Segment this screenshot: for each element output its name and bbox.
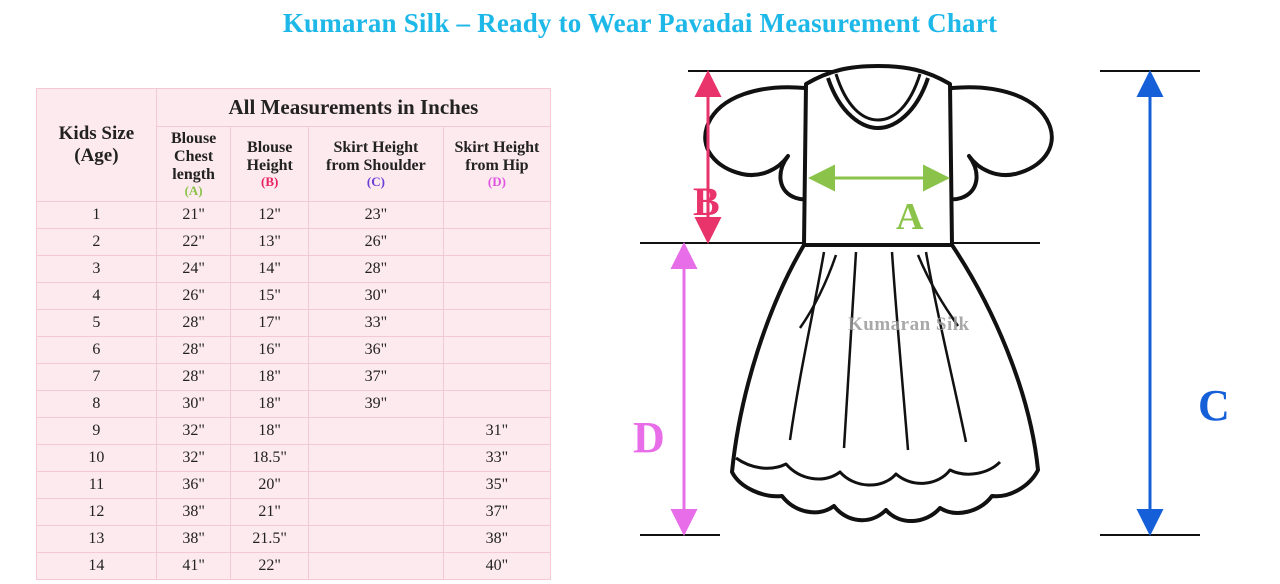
cell-age: 9 <box>37 418 157 445</box>
header-col-d <box>443 127 550 202</box>
cell-skirt-hip <box>443 337 550 364</box>
dress-illustration <box>600 40 1260 560</box>
table-row <box>37 418 551 445</box>
table-row <box>37 553 551 580</box>
cell-skirt-shoulder: 39" <box>308 391 443 418</box>
measurement-table <box>36 88 551 580</box>
header-col-b-code: (B) <box>261 173 279 189</box>
cell-blouse-height: 18" <box>231 364 309 391</box>
cell-blouse-height: 16" <box>231 337 309 364</box>
cell-skirt-shoulder: 37" <box>308 364 443 391</box>
table-row <box>37 499 551 526</box>
header-col-a-line2: Chest <box>174 147 214 165</box>
header-col-b <box>231 127 309 202</box>
cell-skirt-shoulder: 33" <box>308 310 443 337</box>
cell-blouse-height: 22" <box>231 553 309 580</box>
header-col-b-line1: Blouse <box>247 138 293 156</box>
page-title: Kumaran Silk – Ready to Wear Pavadai Measurement Chart <box>282 8 998 38</box>
cell-age: 2 <box>37 229 157 256</box>
cell-skirt-hip: 31" <box>443 418 550 445</box>
table-row <box>37 256 551 283</box>
cell-skirt-shoulder: 23" <box>308 202 443 229</box>
cell-blouse-chest: 36" <box>156 472 231 499</box>
cell-skirt-shoulder: 26" <box>308 229 443 256</box>
label-d: D <box>633 413 665 462</box>
cell-blouse-height: 21" <box>231 499 309 526</box>
cell-age: 10 <box>37 445 157 472</box>
cell-blouse-height: 15" <box>231 283 309 310</box>
cell-blouse-chest: 28" <box>156 364 231 391</box>
table-row <box>37 283 551 310</box>
cell-age: 8 <box>37 391 157 418</box>
cell-skirt-hip: 33" <box>443 445 550 472</box>
dress-outline <box>705 66 1052 521</box>
table-row <box>37 364 551 391</box>
cell-skirt-hip: 35" <box>443 472 550 499</box>
cell-skirt-shoulder: 36" <box>308 337 443 364</box>
header-col-c-line2: from Shoulder <box>326 156 426 174</box>
header-all-measurements: All Measurements in Inches <box>156 89 550 127</box>
cell-blouse-chest: 22" <box>156 229 231 256</box>
cell-age: 12 <box>37 499 157 526</box>
measurement-table-container <box>36 88 551 580</box>
table-row <box>37 472 551 499</box>
cell-age: 3 <box>37 256 157 283</box>
cell-skirt-hip: 37" <box>443 499 550 526</box>
cell-blouse-height: 14" <box>231 256 309 283</box>
cell-age: 6 <box>37 337 157 364</box>
brand-wordmark: Kumaran Silk <box>848 314 970 335</box>
cell-blouse-height: 18" <box>231 418 309 445</box>
dress-diagram <box>600 40 1260 560</box>
cell-age: 14 <box>37 553 157 580</box>
header-col-d-code: (D) <box>487 173 506 189</box>
header-col-a-code: (A) <box>184 182 203 198</box>
cell-age: 5 <box>37 310 157 337</box>
cell-blouse-height: 21.5" <box>231 526 309 553</box>
cell-skirt-hip <box>443 310 550 337</box>
label-a: A <box>896 196 924 238</box>
header-col-b-line2: Height <box>246 156 293 174</box>
cell-skirt-hip <box>443 283 550 310</box>
cell-skirt-hip <box>443 229 550 256</box>
header-col-a-line1: Blouse <box>170 130 217 147</box>
header-kids-size-line2: (Age) <box>74 145 119 167</box>
header-kids-size <box>37 89 157 202</box>
table-banner-row <box>37 89 551 127</box>
header-col-a-line3: length <box>172 165 215 183</box>
header-col-c-line1: Skirt Height <box>333 138 419 156</box>
cell-blouse-chest: 38" <box>156 499 231 526</box>
cell-blouse-chest: 30" <box>156 391 231 418</box>
cell-skirt-shoulder <box>308 418 443 445</box>
cell-skirt-hip <box>443 391 550 418</box>
label-c: C <box>1198 381 1230 430</box>
cell-age: 11 <box>37 472 157 499</box>
cell-blouse-height: 18" <box>231 391 309 418</box>
cell-age: 7 <box>37 364 157 391</box>
cell-skirt-shoulder <box>308 472 443 499</box>
cell-skirt-shoulder <box>308 499 443 526</box>
label-b: B <box>693 179 720 224</box>
cell-skirt-shoulder: 28" <box>308 256 443 283</box>
cell-age: 1 <box>37 202 157 229</box>
cell-blouse-chest: 32" <box>156 418 231 445</box>
header-col-d-line2: from Hip <box>465 156 529 174</box>
cell-skirt-shoulder: 30" <box>308 283 443 310</box>
table-row <box>37 445 551 472</box>
cell-age: 13 <box>37 526 157 553</box>
header-col-c <box>308 127 443 202</box>
cell-blouse-chest: 26" <box>156 283 231 310</box>
cell-age: 4 <box>37 283 157 310</box>
cell-skirt-hip: 40" <box>443 553 550 580</box>
header-col-c-code: (C) <box>366 173 385 189</box>
cell-blouse-height: 13" <box>231 229 309 256</box>
cell-skirt-hip <box>443 202 550 229</box>
cell-blouse-chest: 28" <box>156 337 231 364</box>
cell-blouse-chest: 41" <box>156 553 231 580</box>
cell-skirt-shoulder <box>308 445 443 472</box>
cell-skirt-shoulder <box>308 526 443 553</box>
table-row <box>37 526 551 553</box>
cell-blouse-chest: 21" <box>156 202 231 229</box>
table-row <box>37 229 551 256</box>
cell-skirt-shoulder <box>308 553 443 580</box>
cell-blouse-height: 12" <box>231 202 309 229</box>
cell-skirt-hip <box>443 256 550 283</box>
cell-blouse-chest: 28" <box>156 310 231 337</box>
table-row <box>37 202 551 229</box>
table-row <box>37 310 551 337</box>
table-row <box>37 391 551 418</box>
cell-blouse-chest: 38" <box>156 526 231 553</box>
header-col-d-line1: Skirt Height <box>454 138 540 156</box>
cell-blouse-height: 18.5" <box>231 445 309 472</box>
header-kids-size-line1: Kids Size <box>58 123 135 145</box>
cell-skirt-hip <box>443 364 550 391</box>
cell-blouse-height: 17" <box>231 310 309 337</box>
cell-blouse-chest: 32" <box>156 445 231 472</box>
cell-blouse-height: 20" <box>231 472 309 499</box>
header-col-a <box>156 127 231 202</box>
cell-blouse-chest: 24" <box>156 256 231 283</box>
table-row <box>37 337 551 364</box>
cell-skirt-hip: 38" <box>443 526 550 553</box>
